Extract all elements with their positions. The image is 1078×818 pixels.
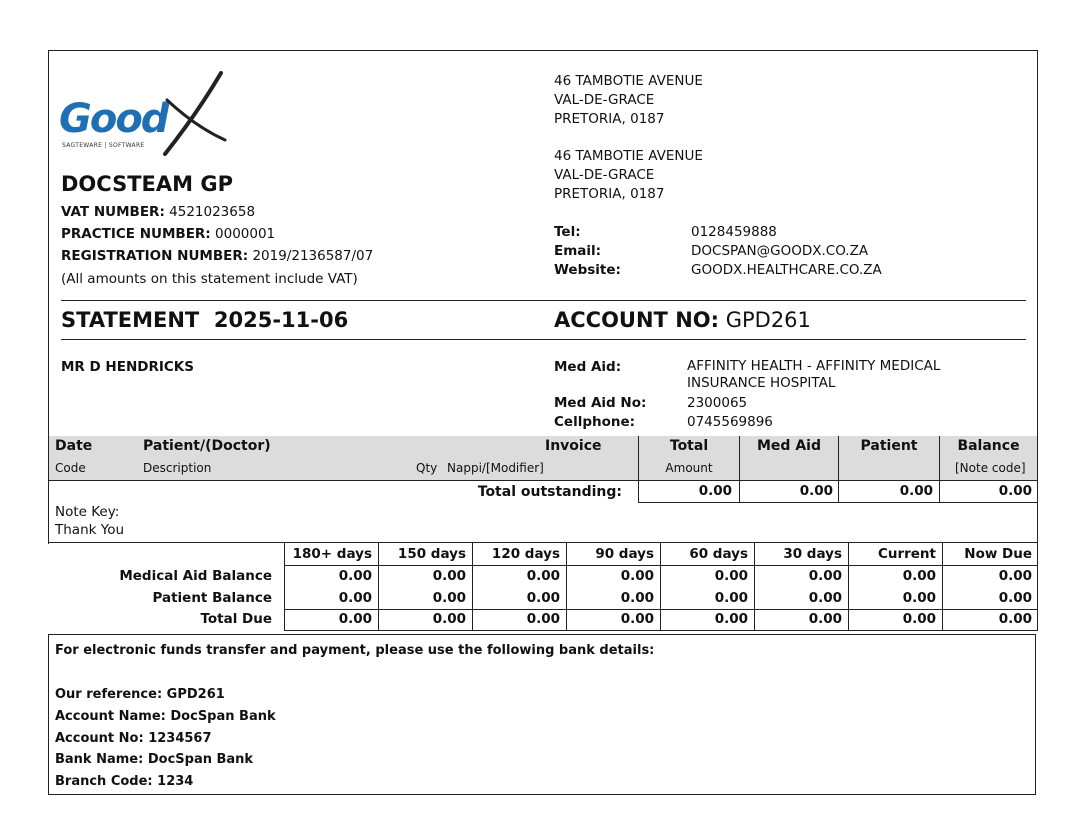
med-aid-label: Med Aid: [554,359,622,375]
aging-rule [284,565,1037,566]
bank-name: Bank Name: DocSpan Bank [55,752,254,767]
aging-value: 0.00 [902,568,936,584]
med-aid-line: INSURANCE HOSPITAL [687,375,836,391]
cellphone-label: Cellphone: [554,414,636,430]
aging-value: 0.00 [714,611,748,627]
aging-row-label: Medical Aid Balance [119,568,272,584]
physical-line: PRETORIA, 0187 [554,186,665,202]
bank-account-name: Account Name: DocSpan Bank [55,709,276,724]
email-label: Email: [554,243,602,259]
aging-value: 0.00 [714,568,748,584]
aging-divider [660,543,661,631]
aging-value: 0.00 [526,568,560,584]
vat-note: (All amounts on this statement include VAT) [61,271,358,287]
statement-label: STATEMENT [61,308,200,332]
practice-name: DOCSTEAM GP [61,172,233,196]
aging-divider [378,543,379,631]
tel-label: Tel: [554,224,581,240]
vat-label: VAT NUMBER: [61,204,165,220]
aging-divider [848,543,849,631]
aging-divider [1037,543,1038,631]
practice-number-value: 0000001 [215,226,276,242]
aging-header: 180+ days [292,546,372,562]
bank-reference: Our reference: GPD261 [55,687,225,702]
med-aid-no-label: Med Aid No: [554,395,647,411]
website-value: GOODX.HEALTHCARE.CO.ZA [691,262,882,278]
aging-header: 60 days [689,546,748,562]
aging-value: 0.00 [808,590,842,606]
col-patient-doctor: Patient/(Doctor) [143,438,271,454]
aging-divider [566,543,567,631]
aging-value: 0.00 [432,568,466,584]
aging-value: 0.00 [714,590,748,606]
total-outstanding-total: 0.00 [698,483,732,499]
aging-value: 0.00 [998,590,1032,606]
aging-value: 0.00 [808,568,842,584]
aging-value: 0.00 [338,590,372,606]
aging-value: 0.00 [998,568,1032,584]
col-balance: Balance [957,438,1020,454]
subcol-qty: Qty [416,461,438,475]
aging-row-label: Patient Balance [152,590,272,606]
aging-header: Now Due [964,546,1032,562]
aging-row-label: Total Due [200,611,272,627]
aging-value: 0.00 [902,590,936,606]
website-label: Website: [554,262,621,278]
aging-value: 0.00 [902,611,936,627]
registration-label: REGISTRATION NUMBER: [61,248,249,264]
aging-value: 0.00 [338,568,372,584]
col-patient: Patient [860,438,918,454]
col-med-aid: Med Aid [757,438,821,454]
total-outstanding-label: Total outstanding: [477,484,622,500]
physical-line: VAL-DE-GRACE [554,167,655,183]
subcol-description: Description [143,461,212,475]
total-outstanding-med-aid: 0.00 [799,483,833,499]
postal-line: PRETORIA, 0187 [554,111,665,127]
registration-value: 2019/2136587/07 [252,248,374,264]
bank-intro: For electronic funds transfer and payment, please use the following bank details: [55,643,655,658]
cellphone-value: 0745569896 [687,414,773,430]
email-value: DOCSPAN@GOODX.CO.ZA [691,243,869,259]
note-key: Note Key: [55,504,120,520]
aging-rule [284,630,1037,631]
bank-account-no: Account No: 1234567 [55,731,212,746]
aging-value: 0.00 [620,611,654,627]
aging-header: 90 days [595,546,654,562]
aging-header: 120 days [491,546,560,562]
aging-divider [284,543,285,631]
col-date: Date [55,438,93,454]
aging-divider [942,543,943,631]
col-total: Total [669,438,709,454]
tel-value: 0128459888 [691,224,777,240]
account-value: GPD261 [725,308,811,332]
aging-value: 0.00 [526,590,560,606]
logo-text: Good [59,96,168,142]
aging-value: 0.00 [620,590,654,606]
aging-value: 0.00 [620,568,654,584]
aging-value: 0.00 [808,611,842,627]
subcol-code: Code [55,461,86,475]
logo-tagline: SAGTEWARE | SOFTWARE [62,142,145,149]
thank-you: Thank You [55,522,125,538]
postal-line: 46 TAMBOTIE AVENUE [554,73,703,89]
aging-value: 0.00 [338,611,372,627]
aging-value: 0.00 [432,590,466,606]
aging-header: Current [877,546,936,562]
aging-divider [472,543,473,631]
subcol-amount: Amount [665,461,713,475]
aging-value: 0.00 [998,611,1032,627]
aging-header: 30 days [783,546,842,562]
aging-divider [754,543,755,631]
bank-branch-code: Branch Code: 1234 [55,774,194,789]
subcol-note-code: [Note code] [955,461,1026,475]
vat-value: 4521023658 [169,204,256,220]
col-invoice: Invoice [545,438,602,454]
med-aid-no-value: 2300065 [687,395,748,411]
aging-value: 0.00 [432,611,466,627]
patient-name: MR D HENDRICKS [61,359,194,375]
subcol-nappi: Nappi/[Modifier] [447,461,544,475]
aging-rule [284,609,1037,610]
practice-number-label: PRACTICE NUMBER: [61,226,211,242]
account-label: ACCOUNT NO: [554,308,720,332]
postal-line: VAL-DE-GRACE [554,92,655,108]
med-aid-line: AFFINITY HEALTH - AFFINITY MEDICAL [687,358,941,374]
aging-value: 0.00 [526,611,560,627]
statement-date: 2025-11-06 [213,308,349,332]
physical-line: 46 TAMBOTIE AVENUE [554,148,703,164]
aging-header: 150 days [397,546,466,562]
total-outstanding-balance: 0.00 [998,483,1032,499]
total-outstanding-patient: 0.00 [899,483,933,499]
